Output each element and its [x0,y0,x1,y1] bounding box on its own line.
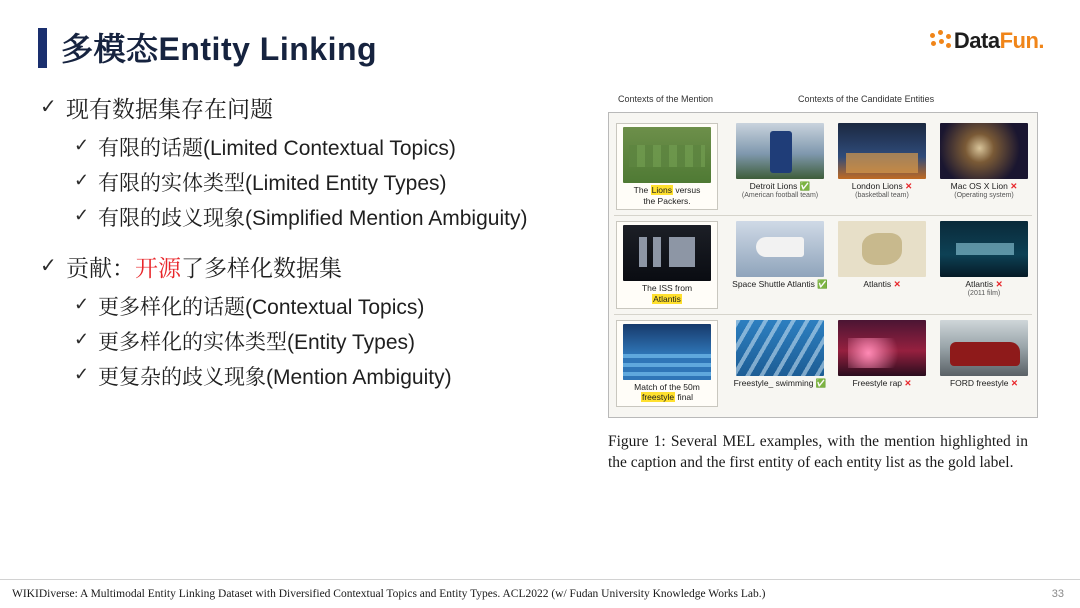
check-icon: ✓ [40,96,57,118]
caption-suffix: versus [672,185,701,195]
candidate-caption [936,181,1032,200]
caption-mention: freestyle [641,392,675,403]
candidate-caption [936,378,1032,389]
bullet-item [74,365,600,390]
mention-caption [619,382,715,403]
status-badge: ✅ [815,377,827,388]
candidate-label: Space Shuttle Atlantis [732,279,815,290]
bullet-item [74,330,600,355]
candidate-label: Atlantis [863,279,892,290]
bullet-item [74,136,600,161]
contribution-suffix: 了多样化数据集 [181,255,342,282]
candidate-cell [732,221,828,308]
candidate-cell [936,221,1032,308]
candidate-cell [732,320,828,407]
candidate-label: Detroit Lions [749,181,798,191]
check-icon: ✓ [74,134,90,155]
bullet-item-contribution [40,255,600,283]
bullet-text: 更复杂的歧义现象(Mention Ambiguity) [98,366,452,390]
candidate-cell [834,320,930,407]
title-accent-bar [38,28,47,68]
status-badge: ✕ [905,181,913,191]
mention-caption [619,283,715,304]
detroit-lions-thumb [736,123,824,179]
atlantis-film-thumb [940,221,1028,277]
bullet-list [40,96,600,400]
candidate-label: Atlantis [965,279,994,290]
caption-prefix: The ISS from [641,283,693,294]
status-badge: ✕ [893,279,901,290]
figure-header-mention: Contexts of the Mention [618,94,714,104]
candidate-caption [834,378,930,389]
ford-freestyle-thumb [940,320,1028,376]
bullet-text: 有限的话题(Limited Contextual Topics) [98,136,456,160]
title-text: 多模态Entity Linking [61,31,378,67]
bullet-text: 有限的实体类型(Limited Entity Types) [98,171,447,195]
caption-prefix: Match of the 50m [634,381,700,392]
check-icon: ✓ [74,364,90,385]
page-title [38,24,377,70]
mention-cell [616,123,718,210]
check-icon: ✓ [74,293,90,314]
bullet-item [74,171,600,196]
status-badge: ✕ [1010,377,1019,388]
bullet-text: 更多样化的实体类型(Entity Types) [98,330,415,354]
freestyle-rap-thumb [838,320,926,376]
status-badge: ✕ [904,377,912,388]
status-badge: ✅ [817,279,828,290]
candidate-caption [732,378,828,389]
candidate-label: FORD freestyle [949,377,1009,388]
atlantis-map-thumb [838,221,926,277]
candidate-label: Freestyle_ swimming [733,377,814,388]
candidate-sublabel: (Operating system) [954,191,1014,199]
candidate-sublabel: (2011 film) [967,289,1001,297]
logo-text-left: Data [953,28,1000,53]
mention-cell [616,320,718,407]
figure-panel [608,94,1038,418]
candidate-caption [834,279,930,290]
contribution-prefix: 贡献： [66,255,135,282]
swim-match-thumb [623,324,711,380]
bullet-item [40,96,600,124]
bullet-text: 有限的歧义现象(Simplified Mention Ambiguity) [98,206,528,230]
caption-line2: the Packers. [643,195,691,206]
iss-thumb [623,225,711,281]
candidate-caption [732,279,828,290]
figure-row [614,314,1032,412]
contribution-highlight: 开源 [135,255,181,282]
spacer [40,241,600,255]
page-number: 33 [1051,588,1064,600]
bullet-text [66,255,342,283]
caption-prefix: The [633,185,651,195]
london-lions-thumb [838,123,926,179]
check-icon: ✓ [74,328,90,349]
check-icon: ✓ [74,204,90,225]
candidate-caption [936,279,1032,298]
figure-header-candidates: Contexts of the Candidate Entities [798,94,935,104]
check-icon: ✓ [40,255,57,278]
candidate-sublabel: (American football team) [741,191,819,199]
figure-row [614,215,1032,313]
football-field-thumb [623,127,711,183]
logo-dots-icon [930,30,952,52]
candidate-cell [936,320,1032,407]
candidate-label: Freestyle rap [852,377,903,388]
caption-mention: Lions [651,185,672,195]
status-badge: ✕ [1010,181,1018,191]
candidate-cell [834,123,930,210]
figure-caption: Figure 1: Several MEL examples, with the mention highlighted in the caption and the first entity of each entity list as the gold label. [608,433,1028,471]
candidate-caption [732,181,828,200]
candidate-cell [732,123,828,210]
logo-text-right: Fun. [999,28,1044,53]
bullet-item [74,295,600,320]
check-icon: ✓ [74,169,90,190]
freestyle-swimming-thumb [736,320,824,376]
footer-divider [0,579,1080,580]
mention-caption [619,185,715,206]
mac-os-lion-thumb [940,123,1028,179]
mention-cell [616,221,718,308]
status-badge: ✅ [799,181,811,191]
datafun-logo [930,28,1044,54]
caption-mention: Atlantis [653,293,681,304]
candidate-cell [936,123,1032,210]
status-badge: ✕ [995,279,1003,290]
bullet-text: 更多样化的话题(Contextual Topics) [98,295,425,319]
figure-row [614,118,1032,215]
candidate-sublabel: (basketball team) [855,191,909,199]
candidate-label: London Lions [851,181,903,191]
figure-column-headers [608,94,1038,112]
space-shuttle-thumb [736,221,824,277]
footnote-text: WIKIDiverse: A Multimodal Entity Linking Dataset with Diversified Contextual Topics and Entity Types. ACL2022 (w/ Fudan University Knowledge Works Lab.) [12,588,766,600]
bullet-text: 现有数据集存在问题 [66,96,273,122]
caption-suffix: final [675,392,694,403]
candidate-label: Mac OS X Lion [950,181,1008,191]
candidate-cell [834,221,930,308]
figure-body [608,112,1038,418]
candidate-caption [834,181,930,200]
bullet-item [74,206,600,231]
